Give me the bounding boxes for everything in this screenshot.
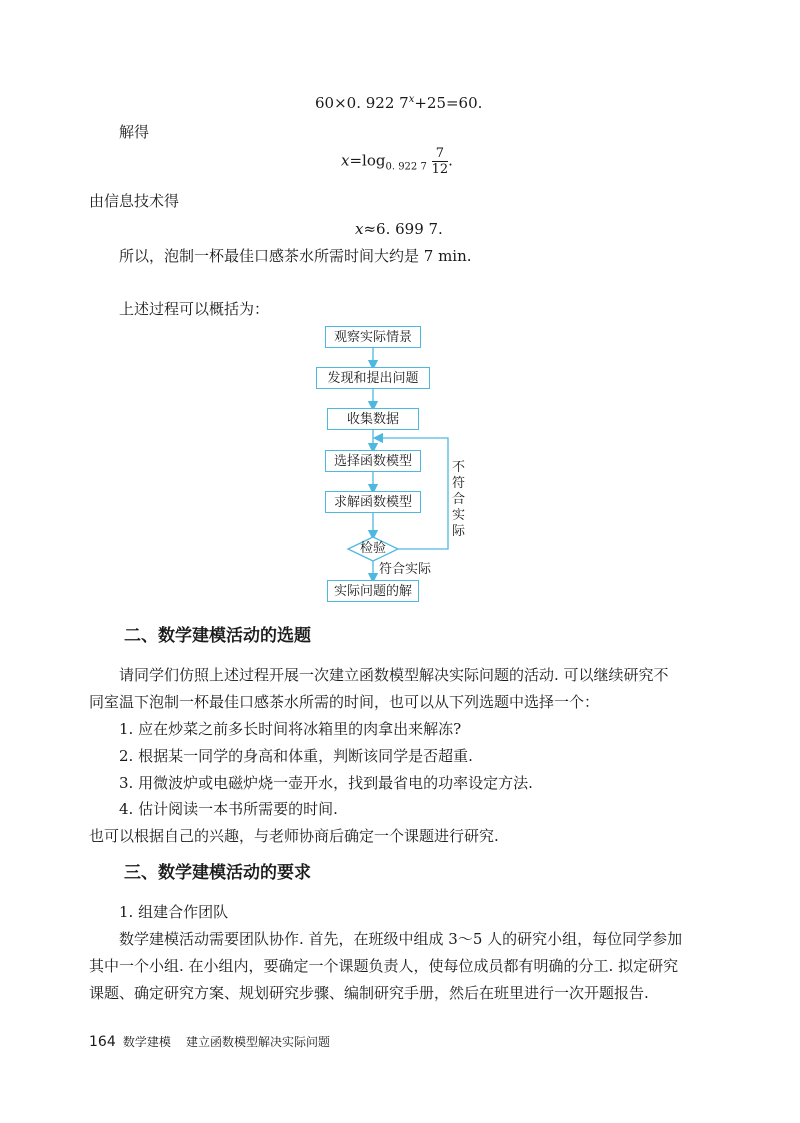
summary-intro: 上述过程可以概括为： (119, 300, 270, 318)
section-3-para-line-1: 数学建模活动需要团队协作. 首先，在班级中组成 3～5 人的研究小组，每位同学参加 (119, 930, 683, 948)
footer-chapter-title: 建立函数模型解决实际问题 (185, 1035, 330, 1049)
info-tech-label: 由信息技术得 (89, 192, 180, 210)
equation-1-tail: +25=60. (414, 94, 483, 112)
flow-check-label: 检验 (359, 541, 386, 556)
page-number: 164 (89, 1034, 116, 1050)
equation-2-period: . (448, 151, 453, 170)
flow-box-solution: 实际问题的解 (327, 580, 419, 602)
equation-3-variable: x (355, 220, 364, 238)
topic-item: 2. 根据某一同学的身高和体重，判断该同学是否超重. (119, 747, 473, 765)
section-3-title: 三、数学建模活动的要求 (124, 863, 311, 883)
section-3-subheading: 1. 组建合作团队 (119, 903, 229, 921)
flow-box-solve-model: 求解函数模型 (325, 491, 421, 513)
flow-pass-label: 符合实际 (379, 562, 432, 577)
equation-2-variable: x (341, 151, 350, 170)
section-2-title: 二、数学建模活动的选题 (124, 626, 311, 646)
flow-box-identify: 发现和提出问题 (316, 367, 430, 389)
section-2-closing: 也可以根据自己的兴趣，与老师协商后确定一个课题进行研究. (89, 827, 499, 845)
flow-box-observe: 观察实际情景 (325, 326, 421, 348)
section-2-intro-line-1: 请同学们仿照上述过程开展一次建立函数模型解决实际问题的活动. 可以继续研究不 (119, 666, 669, 684)
equation-1-exponent: x (408, 94, 415, 105)
section-2-intro-line-2: 同室温下泡制一杯最佳口感茶水所需的时间，也可以从下列选题中选择一个： (89, 693, 600, 711)
equation-1-base: 60×0. 922 7 (315, 94, 409, 112)
solve-label: 解得 (119, 123, 150, 141)
conclusion-text: 所以，泡制一杯最佳口感茶水所需时间大约是 7 min. (119, 247, 472, 265)
section-3-para-line-3: 课题、确定研究方案、规划研究步骤、编制研究手册，然后在班里进行一次开题报告. (89, 984, 649, 1002)
equation-2-log-base: 0. 922 7 (385, 161, 427, 173)
flow-fail-label: 不符合实际 (452, 460, 466, 539)
topic-item: 1. 应在炒菜之前多长时间将冰箱里的肉拿出来解冻? (119, 720, 462, 738)
topic-item: 4. 估计阅读一本书所需要的时间. (119, 800, 338, 818)
topic-item: 3. 用微波炉或电磁炉烧一壶开水，找到最省电的功率设定方法. (119, 774, 533, 792)
page-footer (89, 1031, 330, 1050)
footer-book-title: 数学建模 (122, 1035, 171, 1049)
section-3-para-line-2: 其中一个小组. 在小组内，要确定一个课题负责人，使每位成员都有明确的分工. 拟定研究 (89, 957, 679, 975)
equation-3-value: ≈6. 699 7. (363, 220, 443, 238)
fraction-denominator: 12 (431, 162, 449, 177)
flow-box-collect: 收集数据 (327, 408, 419, 430)
fraction-numerator: 7 (432, 146, 449, 162)
equation-2-log: =log (349, 151, 386, 170)
flow-box-select-model: 选择函数模型 (325, 450, 421, 472)
